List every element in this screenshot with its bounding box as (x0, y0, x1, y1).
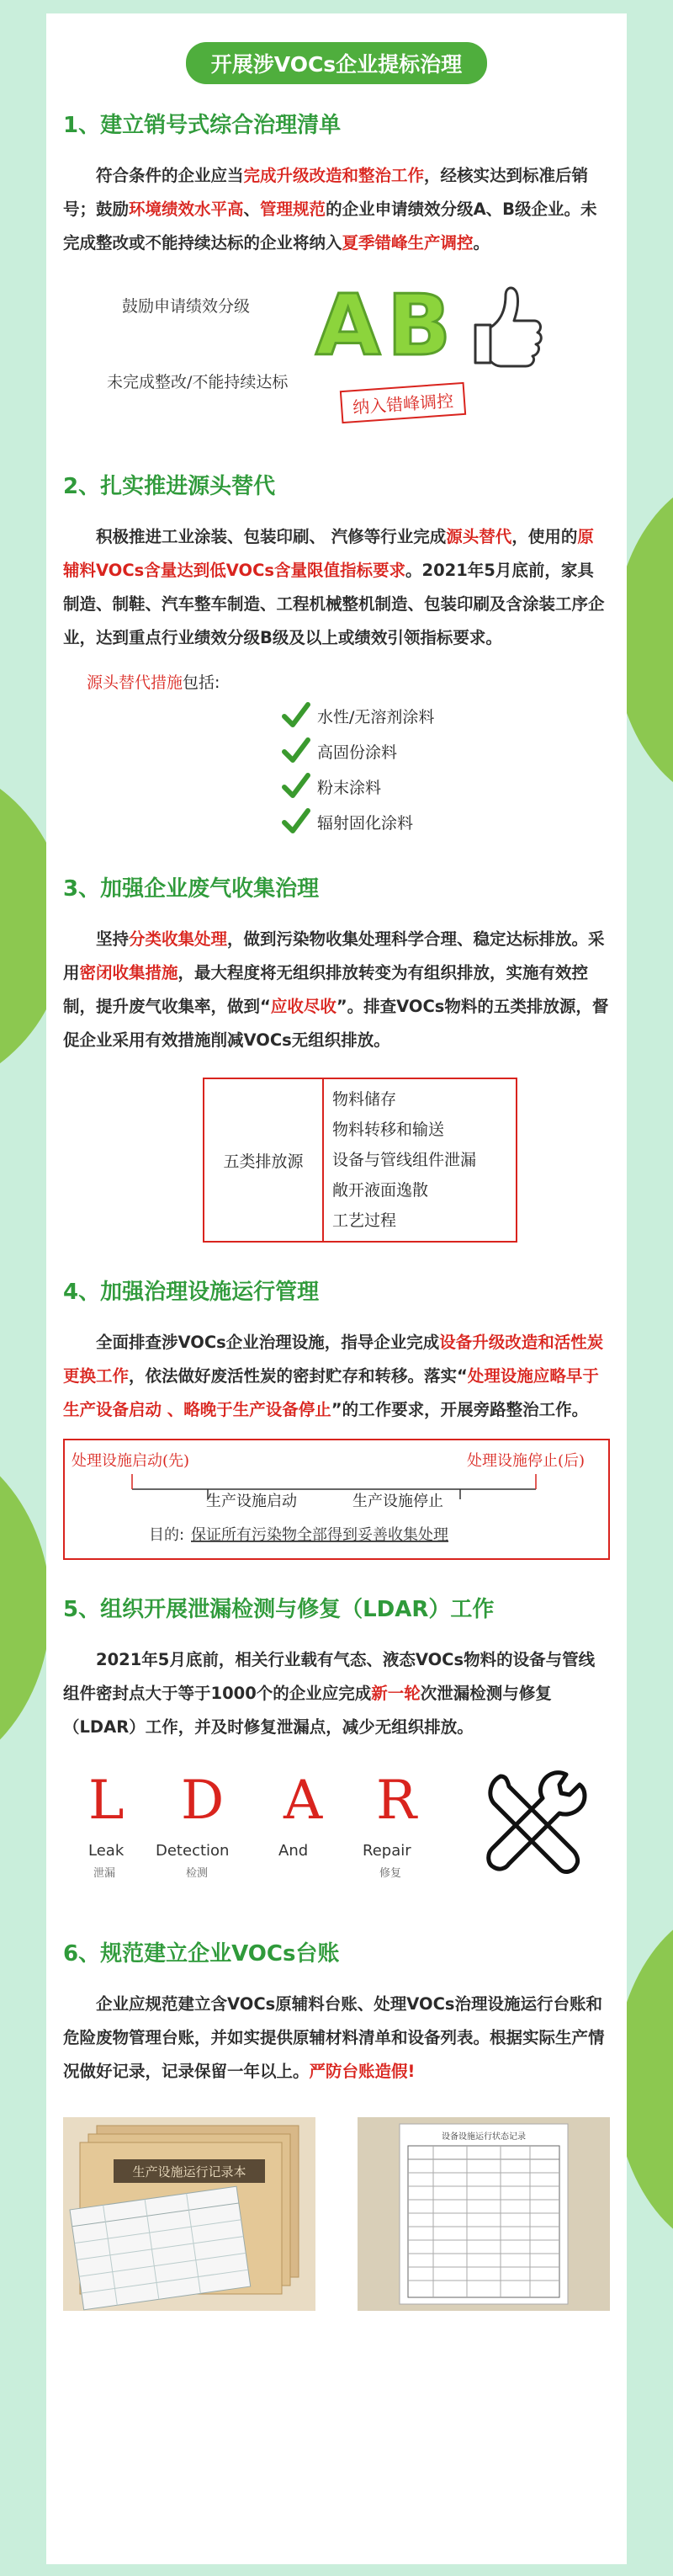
section-1-heading: 1、建立销号式综合治理清单 (63, 113, 342, 138)
ldar-cn-leak: 泄漏 (93, 1867, 116, 1880)
record-form-photo (358, 2117, 610, 2311)
timeline-svg (65, 1440, 608, 1555)
source-measures-heading: 源头替代措施包括: (87, 673, 220, 692)
section-1-text: 符合条件的企业应当完成升级改造和整治工作，经核实达到标准后销号；鼓励环境绩效水平高、管理规范的企业申请绩效分级A、B级企业。未完成整改或不能持续达标的企业将纳入夏季错峰生产调控。 (63, 166, 597, 253)
emission-source-item: 工艺过程 (332, 1211, 397, 1230)
ldar-word-detection: Detection (156, 1842, 230, 1860)
timeline-diagram (63, 1439, 610, 1560)
grade-a-letter: A (315, 276, 381, 375)
treatment-start-label: 处理设施启动(先) (72, 1452, 190, 1470)
section-6-heading: 6、规范建立企业VOCs台账 (63, 1941, 340, 1967)
ldar-word-leak: Leak (88, 1842, 125, 1860)
section-6-text: 企业应规范建立含VOCs原辅料台账、处理VOCs治理设施运行台账和危险废物管理台账，并如实提供原辅材料清单和设备列表。根据实际生产情况做好记录，记录保留一年以上。严防台账造假! (63, 1994, 605, 2081)
ldar-letter-l: L (88, 1770, 125, 1832)
treatment-stop-label: 处理设施停止(后) (467, 1452, 586, 1470)
source-measure-item (282, 769, 610, 804)
emission-source-item: 物料转移和输送 (332, 1120, 445, 1139)
section-5-text: 2021年5月底前，相关行业载有气态、液态VOCs物料的设备与管线组件密封点大于等于1000个的企业应完成新一轮次泄漏检测与修复（LDAR）工作，并及时修复泄漏点，减少无组织排放。 (63, 1650, 596, 1737)
purpose-text: 保证所有污染物全部得到妥善收集处理 (191, 1526, 448, 1544)
ldar-word-repair: Repair (363, 1842, 411, 1860)
section-4-heading: 4、加强治理设施运行管理 (63, 1280, 320, 1305)
ledger-book-photo (63, 2117, 315, 2311)
section-3-text: 坚持分类收集处理，做到污染物收集处理科学合理、稳定达标排放。采用密闭收集措施，最大程度将无组织排放转变为有组织排放，实施有效控制，提升废气收集率，做到“应收尽收”。排查VOCs物料的五类排放源，督促企业采用有效措施削减VOCs无组织排放。 (63, 929, 609, 1050)
thumbs-up-icon (475, 288, 541, 366)
source-measure-label: 高固份涂料 (317, 742, 398, 762)
ab-graphic (63, 269, 610, 437)
source-measure-label: 辐射固化涂料 (317, 813, 414, 833)
emission-source-item: 敞开液面逸散 (332, 1181, 429, 1200)
emission-source-list (324, 1079, 516, 1241)
encourage-label: 鼓励申请绩效分级 (122, 297, 251, 316)
ldar-graphic (63, 1761, 610, 1904)
emission-source-table (203, 1078, 517, 1243)
noncompliant-label: 未完成整改/不能持续达标 (107, 373, 289, 391)
section-3-heading: 3、加强企业废气收集治理 (63, 876, 320, 902)
section-2-heading: 2、扎实推进源头替代 (63, 474, 276, 499)
emission-source-item: 物料储存 (332, 1090, 397, 1109)
ldar-letter-a: A (284, 1770, 323, 1832)
section-4-text: 全面排查涉VOCs企业治理设施，指导企业完成设备升级改造和活性炭更换工作，依法做好废活性炭的密封贮存和转移。落实“处理设施应略早于生产设备启动 、略晚于生产设备停止”的工作要求，开展旁路整治工作。 (63, 1333, 604, 1419)
emission-table-label: 五类排放源 (204, 1079, 324, 1241)
production-stop-label: 生产设施停止 (352, 1493, 443, 1510)
ab-thumb-graphic (307, 270, 551, 380)
page-title: 开展涉VOCs企业提标治理 (186, 42, 487, 84)
checkmark-icon (282, 737, 310, 765)
peak-regulation-stamp: 纳入错峰调控 (340, 382, 466, 423)
ldar-cn-detection: 检测 (186, 1867, 209, 1880)
ldar-word-and: And (278, 1842, 309, 1860)
ldar-cn-repair: 修复 (379, 1867, 402, 1880)
grade-b-letter: B (387, 276, 452, 375)
source-measure-label: 粉末涂料 (317, 778, 382, 797)
ldar-letter-d: D (181, 1770, 225, 1832)
wrench-screwdriver-icon (475, 1764, 593, 1882)
section-5-heading: 5、组织开展泄漏检测与修复（LDAR）工作 (63, 1597, 495, 1622)
source-measures-list (282, 698, 610, 839)
ledger-photos (63, 2117, 610, 2311)
emission-source-item: 设备与管线组件泄漏 (332, 1151, 477, 1169)
checkmark-icon (282, 701, 310, 730)
record-form-title: 设备设施运行状态记录 (442, 2132, 526, 2142)
purpose-prefix: 目的: (149, 1526, 185, 1544)
content-sheet (46, 13, 627, 2564)
source-measure-item (282, 698, 610, 733)
source-measure-label: 水性/无溶剂涂料 (317, 707, 435, 726)
ledger-book-title: 生产设施运行记录本 (132, 2164, 246, 2179)
checkmark-icon (282, 807, 310, 836)
production-start-label: 生产设施启动 (206, 1493, 297, 1510)
source-measure-item (282, 804, 610, 839)
banner (63, 42, 610, 84)
checkmark-icon (282, 772, 310, 801)
section-2-text: 积极推进工业涂装、包装印刷、 汽修等行业完成源头替代，使用的原辅料VOCs含量达到低VOCs含量限值指标要求。2021年5月底前，家具制造、制鞋、汽车整车制造、工程机械整机制造、包装印刷及含涂装工序企业，达到重点行业绩效分级B级及以上或绩效引领指标要求。 (63, 527, 605, 647)
ldar-letter-r: R (376, 1770, 417, 1832)
source-measure-item (282, 733, 610, 769)
decor-circle (0, 1431, 50, 1785)
